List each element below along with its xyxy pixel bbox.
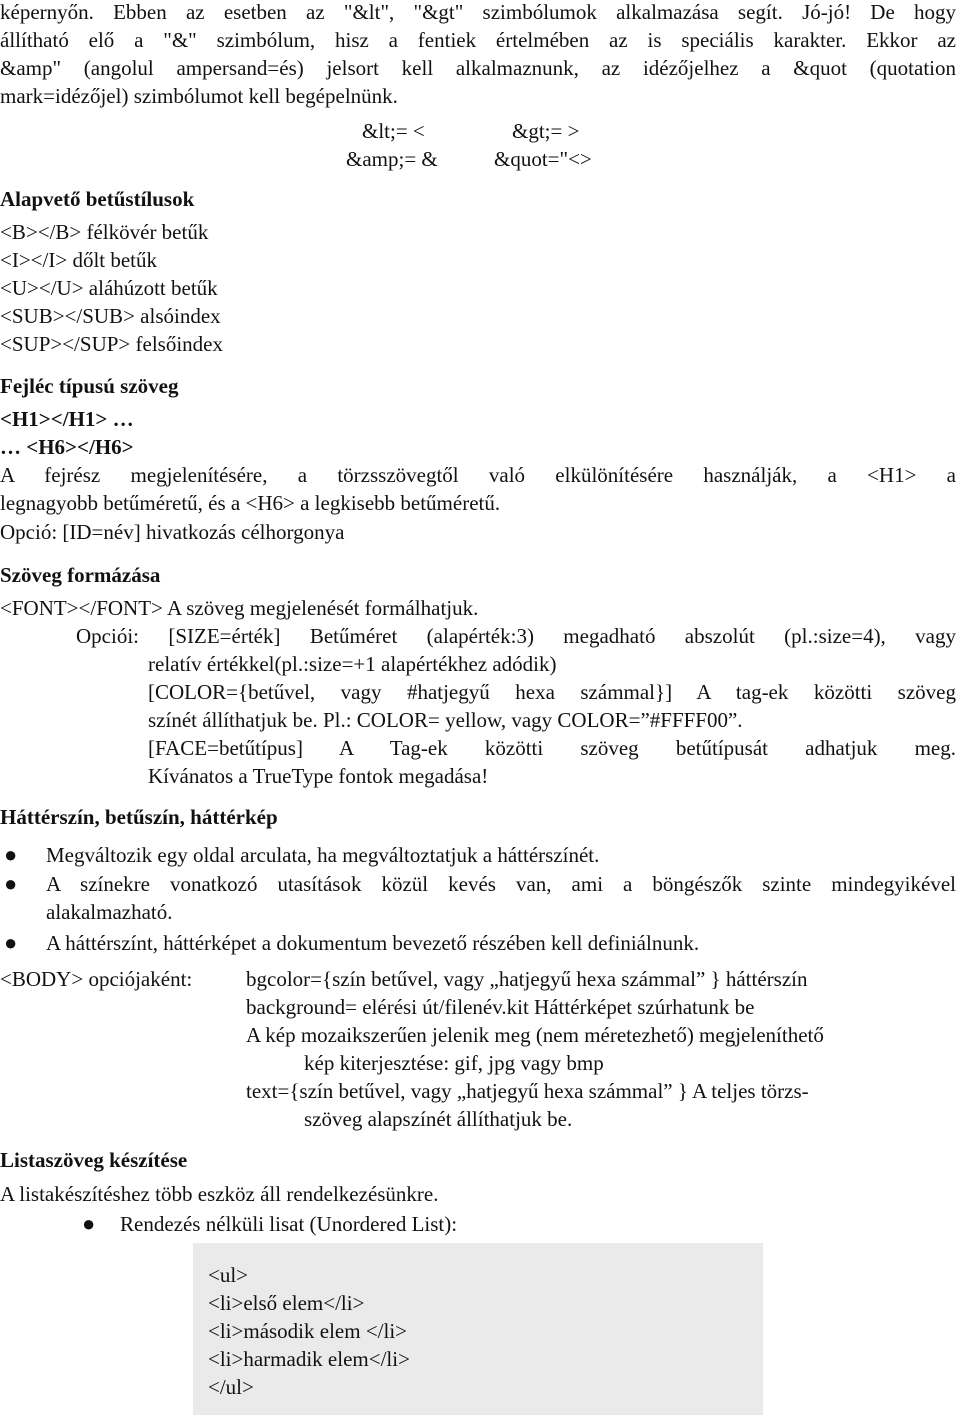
basic-styles-heading: Alapvető betűstílusok	[0, 187, 195, 211]
size-option-line-1: Opciói: [SIZE=érték] Betűméret (alapérték:3) megadható abszolút (pl.:size=4), vagy	[76, 624, 956, 648]
size-option-line-2: relatív értékkel(pl.:size=+1 alapértékhez adódik)	[148, 652, 557, 676]
mosaic-note: A kép mozaikszerűen jelenik meg (nem méretezhető) megjeleníthető	[246, 1023, 824, 1047]
bgcolor-option: bgcolor={szín betűvel, vagy „hatjegyű hexa számmal” } háttérszín	[246, 967, 808, 991]
code-line: <li>harmadik elem</li>	[208, 1347, 410, 1371]
unordered-list-bullet: Rendezés nélküli lisat (Unordered List):	[120, 1212, 458, 1236]
lists-heading: Listaszöveg készítése	[0, 1148, 188, 1172]
headers-desc-line-1: A fejrész megjelenítésére, a törzsszövegtől való elkülönítésére használják, a <H1> a	[0, 463, 956, 487]
code-line: <ul>	[208, 1263, 249, 1287]
intro-line-4: mark=idézőjel) szimbólumot kell begépelnünk.	[0, 84, 398, 108]
bg-bullet-2-line-1: A színekre vonatkozó utasítások közül kevés van, ami a böngészők szinte mindegyikével	[46, 872, 956, 896]
face-option-line-2: Kívánatos a TrueType fontok megadása!	[148, 764, 489, 788]
headers-option: Opció: [ID=név] hivatkozás célhorgonya	[0, 520, 345, 544]
bg-bullet-1: Megváltozik egy oldal arculata, ha megváltoztatjuk a háttérszínét.	[46, 843, 600, 867]
h6-tag: … <H6></H6>	[0, 435, 134, 459]
headers-desc-line-2: legnagyobb betűméretű, és a <H6> a legkisebb betűméretű.	[0, 491, 501, 515]
intro-line-3: &amp" (angolul ampersand=és) jelsort kell alkalmaznunk, az idézőjelhez a &quot (quotation	[0, 56, 956, 80]
entity-gt: &gt;= >	[512, 119, 580, 143]
style-item-underline: <U></U> aláhúzott betűk	[0, 276, 218, 300]
bullet-icon: ●	[82, 1211, 96, 1236]
background-option: background= elérési út/filenév.kit Háttérképet szúrhatunk be	[246, 995, 755, 1019]
entity-quot: &quot="<>	[494, 147, 592, 171]
intro-line-1: képernyőn. Ebben az esetben az "&lt", "&gt" szimbólumok alkalmazása segít. Jó-jó! De hogy	[0, 0, 956, 24]
style-item-italic: <I></I> dőlt betűk	[0, 248, 158, 272]
code-example-box	[193, 1243, 763, 1415]
style-item-sub: <SUB></SUB> alsóindex	[0, 304, 221, 328]
entity-lt: &lt;= <	[362, 119, 425, 143]
code-line: </ul>	[208, 1375, 254, 1399]
entity-amp: &amp;= &	[346, 147, 438, 171]
bg-bullet-2-line-2: alakalmazható.	[46, 900, 173, 924]
color-option-line-2: színét állíthatjuk be. Pl.: COLOR= yellow, vagy COLOR=”#FFFF00”.	[148, 708, 743, 732]
font-tag-line: <FONT></FONT> A szöveg megjelenését formálhatjuk.	[0, 596, 479, 620]
text-option-line-2: szöveg alapszínét állíthatjuk be.	[304, 1107, 573, 1131]
code-line: <li>első elem</li>	[208, 1291, 365, 1315]
bullet-icon: ●	[4, 930, 18, 955]
lists-intro: A listakészítéshez több eszköz áll rendelkezésünkre.	[0, 1182, 439, 1206]
formatting-heading: Szöveg formázása	[0, 563, 161, 587]
bullet-icon: ●	[4, 842, 18, 867]
extension-note: kép kiterjesztése: gif, jpg vagy bmp	[304, 1051, 604, 1075]
text-option-line-1: text={szín betűvel, vagy „hatjegyű hexa számmal” } A teljes törzs-	[246, 1079, 809, 1103]
background-heading: Háttérszín, betűszín, háttérkép	[0, 805, 278, 829]
h1-tag: <H1></H1> …	[0, 407, 134, 431]
body-option-label: <BODY> opciójaként:	[0, 967, 193, 991]
bullet-icon: ●	[4, 871, 18, 896]
color-option-line-1: [COLOR={betűvel, vagy #hatjegyű hexa számmal}] A tag-ek közötti szöveg	[148, 680, 956, 704]
style-item-bold: <B></B> félkövér betűk	[0, 220, 209, 244]
face-option-line-1: [FACE=betűtípus] A Tag-ek közötti szöveg betűtípusát adhatjuk meg.	[148, 736, 956, 760]
bg-bullet-3: A háttérszínt, háttérképet a dokumentum bevezető részében kell definiálnunk.	[46, 931, 700, 955]
intro-line-2: állítható elő a "&" szimbólum, hisz a fentiek értelmében az is speciális karakter. Ekkor az	[0, 28, 956, 52]
code-line: <li>második elem </li>	[208, 1319, 408, 1343]
style-item-sup: <SUP></SUP> felsőindex	[0, 332, 223, 356]
headers-heading: Fejléc típusú szöveg	[0, 374, 179, 398]
